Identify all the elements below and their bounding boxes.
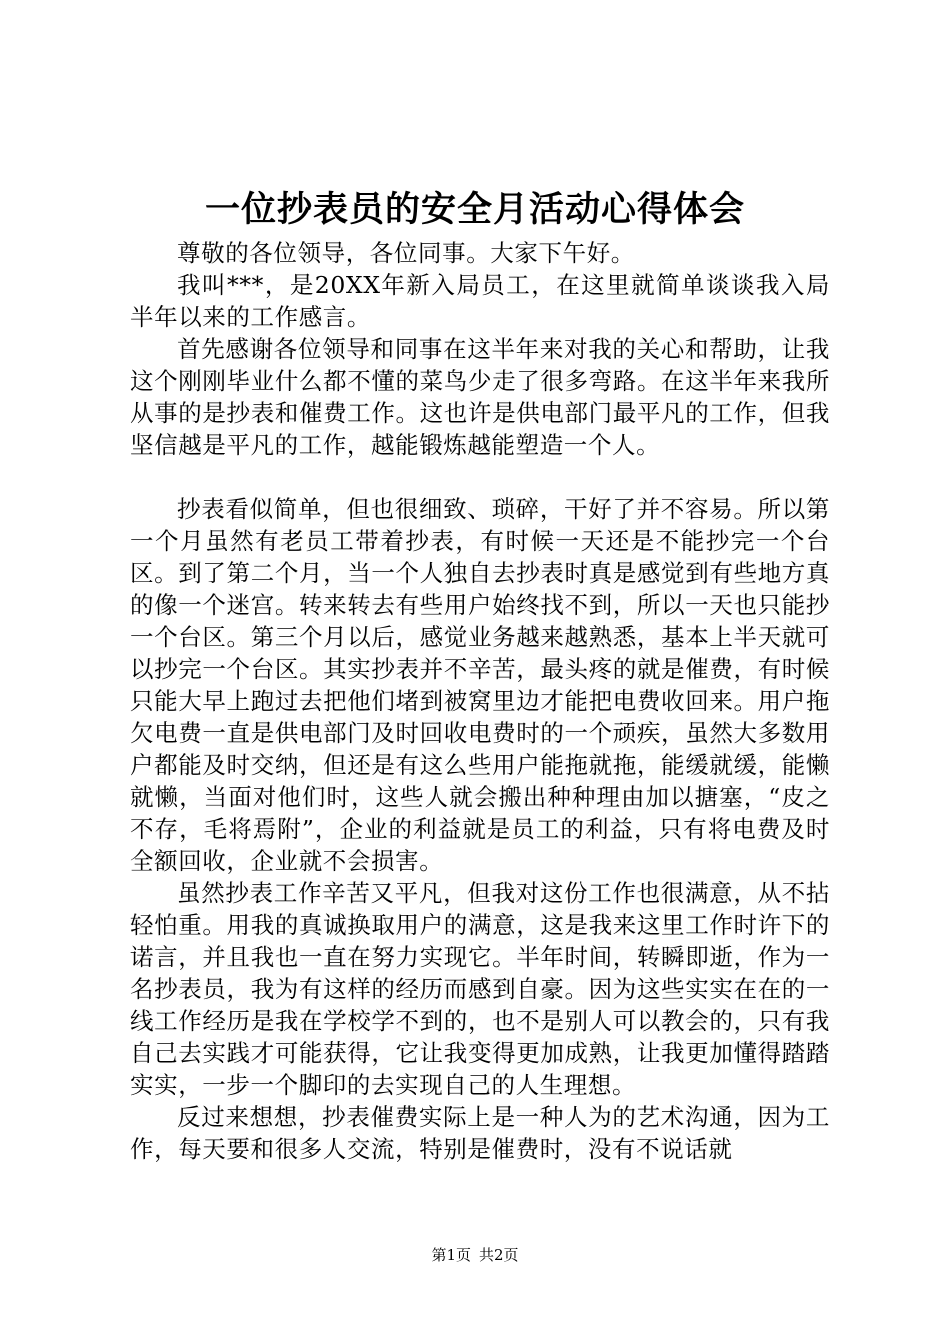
page-total: 共2页 bbox=[479, 1246, 519, 1264]
document-title: 一位抄表员的安全月活动心得体会 bbox=[204, 189, 745, 230]
paragraph-satisfaction: 虽然抄表工作辛苦又平凡，但我对这份工作也很满意，从不拈轻怕重。用我的真诚换取用户的满意，这是我来这里工作时许下的诺言，并且我也一直在努力实现它。半年时间，转瞬即逝，作为一名抄表员，我为有这样的经历而感到自豪。因为这些实实在在的一线工作经历是我在学校学不到的，也不是别人可以教会的，只有我自己去实践才可能获得，它让我变得更加成熟，让我更加懂得踏踏实实，一步一个脚印的去实现自己的人生理想。 bbox=[130, 879, 830, 1099]
paragraph-thanks: 首先感谢各位领导和同事在这半年来对我的关心和帮助，让我这个刚刚毕业什么都不懂的菜鸟少走了很多弯路。在这半年来我所从事的是抄表和催费工作。这也许是供电部门最平凡的工作，但我坚信越是平凡的工作，越能锻炼越能塑造一个人。 bbox=[130, 335, 830, 459]
page-footer bbox=[0, 1245, 950, 1265]
paragraph-greeting: 尊敬的各位领导，各位同事。大家下午好。 bbox=[177, 239, 635, 267]
page-number: 第1页 bbox=[431, 1246, 471, 1264]
paragraph-reflection: 反过来想想，抄表催费实际上是一种人为的艺术沟通，因为工作，每天要和很多人交流，特别是催费时，没有不说话就 bbox=[130, 1103, 830, 1163]
paragraph-meter-reading: 抄表看似简单，但也很细致、琐碎，干好了并不容易。所以第一个月虽然有老员工带着抄表，有时候一天还是不能抄完一个台区。到了第二个月，当一个人独自去抄表时真是感觉到有些地方真的像一个迷宫。转来转去有些用户始终找不到，所以一天也只能抄一个台区。第三个月以后，感觉业务越来越熟悉，基本上半天就可以抄完一个台区。其实抄表并不辛苦，最头疼的就是催费，有时候只能大早上跑过去把他们堵到被窝里边才能把电费收回来。用户拖欠电费一直是供电部门及时回收电费时的一个顽疾，虽然大多数用户都能及时交纳，但还是有这么些用户能拖就拖，能缓就缓，能懒就懒，当面对他们时，这些人就会搬出种种理由加以搪塞，“皮之不存，毛将焉附”，企业的利益就是员工的利益，只有将电费及时全额回收，企业就不会损害。 bbox=[130, 495, 830, 875]
paragraph-introduction: 我叫***，是20XX年新入局员工，在这里就简单谈谈我入局半年以来的工作感言。 bbox=[130, 271, 830, 331]
document-body bbox=[130, 237, 830, 1165]
